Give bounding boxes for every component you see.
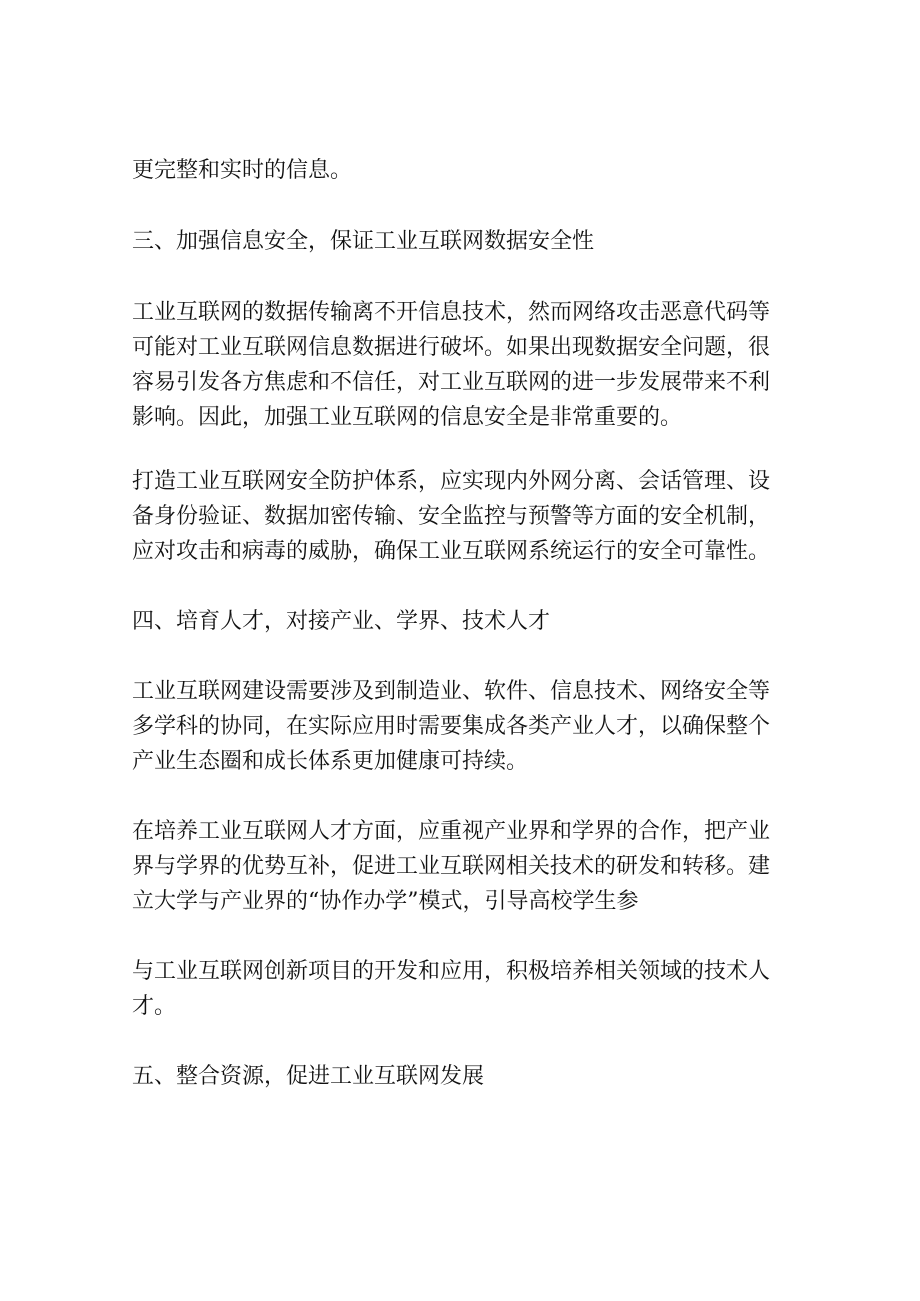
section-heading-4: 四、培育人才，对接产业、学界、技术人才 (132, 609, 551, 634)
section-heading-5: 五、整合资源，促进工业互联网发展 (132, 1064, 485, 1089)
section-heading-3: 三、加强信息安全，保证工业互联网数据安全性 (132, 229, 595, 254)
paragraph-line: 影响。因此，加强工业互联网的信息安全是非常重要的。 (132, 405, 683, 430)
paragraph-line: 才。 (132, 994, 177, 1019)
paragraph-line: 工业互联网的数据传输离不开信息技术，然而网络攻击恶意代码等 (132, 300, 771, 325)
paragraph-line: 打造工业互联网安全防护体系，应实现内外网分离、会话管理、设 (132, 469, 771, 494)
paragraph-line: 与工业互联网创新项目的开发和应用，积极培养相关领域的技术人 (132, 959, 771, 984)
paragraph-line: 应对攻击和病毒的威胁，确保工业互联网系统运行的安全可靠性。 (132, 539, 771, 564)
paragraph-line: 立大学与产业界的“协作办学”模式，引导高校学生参 (132, 889, 639, 914)
paragraph-line: 更完整和实时的信息。 (132, 158, 353, 183)
paragraph-line: 多学科的协同，在实际应用时需要集成各类产业人才，以确保整个 (132, 714, 771, 739)
paragraph-line: 界与学界的优势互补，促进工业互联网相关技术的研发和转移。建 (132, 854, 771, 879)
paragraph-line: 容易引发各方焦虑和不信任，对工业互联网的进一步发展带来不利 (132, 370, 771, 395)
paragraph-line: 可能对工业互联网信息数据进行破坏。如果出现数据安全问题，很 (132, 335, 771, 360)
paragraph-line: 在培养工业互联网人才方面，应重视产业界和学界的合作，把产业 (132, 819, 771, 844)
paragraph-line: 备身份验证、数据加密传输、安全监控与预警等方面的安全机制， (132, 504, 771, 529)
paragraph-line: 工业互联网建设需要涉及到制造业、软件、信息技术、网络安全等 (132, 679, 771, 704)
paragraph-line: 产业生态圈和成长体系更加健康可持续。 (132, 749, 529, 774)
